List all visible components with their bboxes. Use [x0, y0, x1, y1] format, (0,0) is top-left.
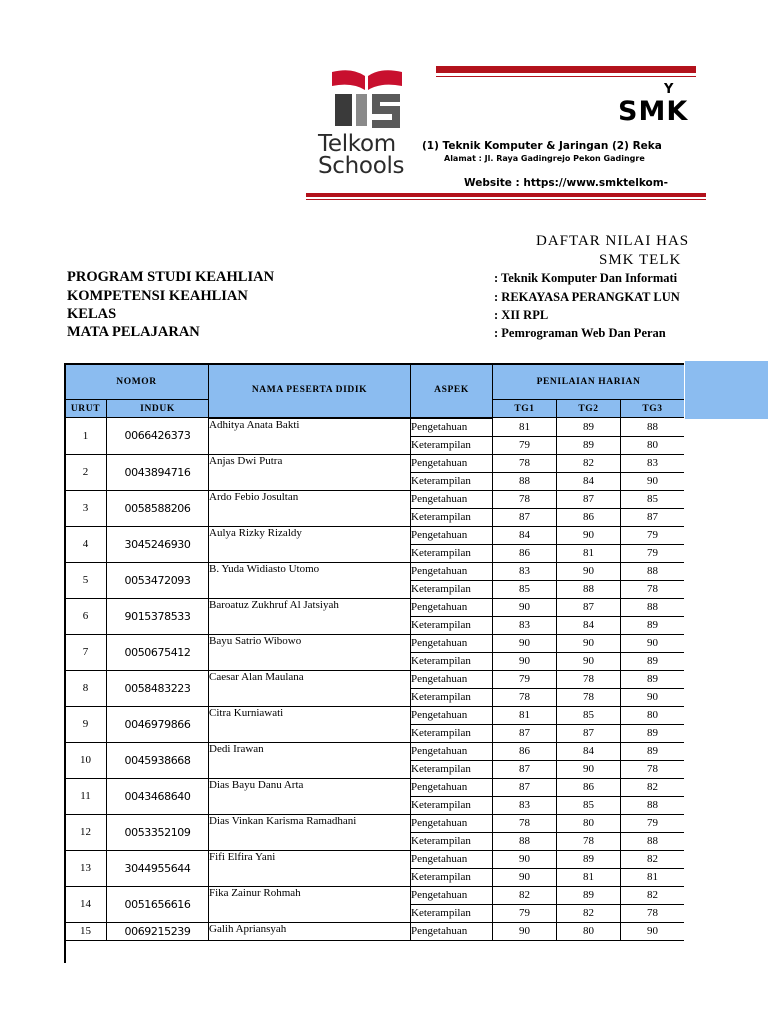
header-penilaian-harian: PENILAIAN HARIAN — [493, 364, 685, 400]
table-row — [65, 454, 685, 472]
header-induk: INDUK — [107, 400, 209, 418]
cell-induk: 0053352109 — [107, 814, 209, 850]
cell-tg3: 87 — [621, 508, 685, 526]
table-row — [65, 922, 685, 940]
cell-urut: 5 — [65, 562, 107, 598]
cell-aspek: Pengetahuan — [411, 562, 493, 580]
cell-tg3: 88 — [621, 598, 685, 616]
cell-aspek: Pengetahuan — [411, 814, 493, 832]
cell-aspek: Pengetahuan — [411, 886, 493, 904]
cell-tg3: 89 — [621, 670, 685, 688]
cell-tg1: 90 — [493, 850, 557, 868]
cell-tg1: 88 — [493, 472, 557, 490]
cell-tg3: 88 — [621, 562, 685, 580]
header-urut: URUT — [65, 400, 107, 418]
cell-tg3: 85 — [621, 490, 685, 508]
cell-tg2: 81 — [557, 868, 621, 886]
info-label-kompetensi: KOMPETENSI KEAHLIAN — [67, 288, 248, 304]
table-row — [65, 526, 685, 544]
cell-urut: 9 — [65, 706, 107, 742]
cell-aspek: Keterampilan — [411, 760, 493, 778]
cell-tg3: 90 — [621, 472, 685, 490]
cell-tg1: 90 — [493, 868, 557, 886]
cell-tg1: 78 — [493, 814, 557, 832]
cell-tg2: 90 — [557, 634, 621, 652]
cell-nama: Caesar Alan Maulana — [209, 670, 411, 706]
cell-tg3: 82 — [621, 886, 685, 904]
logo-wordmark-schools: Schools — [318, 153, 405, 179]
cell-urut: 6 — [65, 598, 107, 634]
cell-aspek: Pengetahuan — [411, 490, 493, 508]
table-row — [65, 706, 685, 724]
cell-nama: Fifi Elfira Yani — [209, 850, 411, 886]
cell-tg2: 89 — [557, 886, 621, 904]
cell-tg1: 82 — [493, 886, 557, 904]
cell-urut: 8 — [65, 670, 107, 706]
cell-tg3: 88 — [621, 418, 685, 437]
cell-tg1: 79 — [493, 904, 557, 922]
cell-tg1: 78 — [493, 688, 557, 706]
cell-tg2: 90 — [557, 652, 621, 670]
cell-tg3: 79 — [621, 814, 685, 832]
cell-tg3: 81 — [621, 868, 685, 886]
header-nama: NAMA PESERTA DIDIK — [209, 364, 411, 418]
cell-urut: 12 — [65, 814, 107, 850]
cell-nama: B. Yuda Widiasto Utomo — [209, 562, 411, 598]
cell-urut: 15 — [65, 922, 107, 940]
cell-tg2: 86 — [557, 508, 621, 526]
cell-tg2: 89 — [557, 436, 621, 454]
cell-induk: 0043468640 — [107, 778, 209, 814]
cell-aspek: Pengetahuan — [411, 850, 493, 868]
cell-tg2: 80 — [557, 922, 621, 940]
cell-aspek: Keterampilan — [411, 472, 493, 490]
grades-table-container — [64, 363, 684, 963]
cell-tg2: 90 — [557, 526, 621, 544]
cell-tg3: 82 — [621, 778, 685, 796]
cell-tg3: 79 — [621, 544, 685, 562]
cell-nama: Fika Zainur Rohmah — [209, 886, 411, 922]
cell-tg2: 85 — [557, 796, 621, 814]
letterhead-bottom-rule — [306, 193, 706, 197]
letterhead-bottom-thin-rule — [306, 199, 706, 200]
table-row — [65, 562, 685, 580]
cell-aspek: Pengetahuan — [411, 526, 493, 544]
cell-tg1: 90 — [493, 652, 557, 670]
cell-tg3: 88 — [621, 832, 685, 850]
grades-table — [64, 363, 684, 941]
cell-tg3: 88 — [621, 796, 685, 814]
cell-tg1: 78 — [493, 490, 557, 508]
table-row — [65, 418, 685, 437]
table-row — [65, 850, 685, 868]
header-nomor: NOMOR — [65, 364, 209, 400]
cell-tg2: 87 — [557, 598, 621, 616]
cell-urut: 2 — [65, 454, 107, 490]
cell-tg1: 87 — [493, 724, 557, 742]
cell-tg2: 89 — [557, 418, 621, 437]
cell-tg2: 87 — [557, 724, 621, 742]
cell-tg3: 79 — [621, 526, 685, 544]
header-tg1: TG1 — [493, 400, 557, 418]
cell-nama: Galih Apriansyah — [209, 922, 411, 940]
cell-urut: 11 — [65, 778, 107, 814]
cell-aspek: Keterampilan — [411, 580, 493, 598]
cell-aspek: Keterampilan — [411, 904, 493, 922]
cell-tg1: 79 — [493, 670, 557, 688]
cell-induk: 0058588206 — [107, 490, 209, 526]
cell-urut: 3 — [65, 490, 107, 526]
cell-urut: 4 — [65, 526, 107, 562]
cell-tg2: 84 — [557, 472, 621, 490]
cell-tg2: 85 — [557, 706, 621, 724]
table-row — [65, 598, 685, 616]
letterhead-programs: (1) Teknik Komputer & Jaringan (2) Reka — [422, 140, 662, 152]
cell-induk: 0069215239 — [107, 922, 209, 940]
cell-tg1: 85 — [493, 580, 557, 598]
cell-tg3: 89 — [621, 742, 685, 760]
cell-urut: 1 — [65, 418, 107, 455]
cell-tg1: 83 — [493, 796, 557, 814]
cell-aspek: Pengetahuan — [411, 670, 493, 688]
cell-urut: 10 — [65, 742, 107, 778]
cell-aspek: Pengetahuan — [411, 418, 493, 437]
cell-aspek: Pengetahuan — [411, 454, 493, 472]
header-tg2: TG2 — [557, 400, 621, 418]
cell-tg2: 78 — [557, 670, 621, 688]
cell-tg2: 80 — [557, 814, 621, 832]
cell-aspek: Keterampilan — [411, 796, 493, 814]
table-row — [65, 886, 685, 904]
cell-tg1: 79 — [493, 436, 557, 454]
cell-tg2: 87 — [557, 490, 621, 508]
cell-aspek: Keterampilan — [411, 868, 493, 886]
letterhead-address: Alamat : Jl. Raya Gadingrejo Pekon Gadingre — [444, 154, 645, 163]
cell-induk: 0051656616 — [107, 886, 209, 922]
cell-aspek: Keterampilan — [411, 688, 493, 706]
cell-induk: 9015378533 — [107, 598, 209, 634]
document-title: DAFTAR NILAI HAS — [536, 233, 690, 249]
letterhead-top-thin-rule — [436, 76, 696, 77]
cell-tg1: 87 — [493, 760, 557, 778]
cell-induk: 0043894716 — [107, 454, 209, 490]
cell-tg1: 86 — [493, 544, 557, 562]
cell-tg3: 78 — [621, 580, 685, 598]
header-tg3: TG3 — [621, 400, 685, 418]
cell-tg3: 90 — [621, 922, 685, 940]
cell-induk: 0045938668 — [107, 742, 209, 778]
table-row — [65, 742, 685, 760]
cell-tg1: 90 — [493, 634, 557, 652]
cell-nama: Adhitya Anata Bakti — [209, 418, 411, 455]
cell-aspek: Keterampilan — [411, 508, 493, 526]
info-value-program: : Teknik Komputer Dan Informati — [494, 271, 678, 285]
cell-nama: Dedi Irawan — [209, 742, 411, 778]
cell-nama: Bayu Satrio Wibowo — [209, 634, 411, 670]
cell-tg3: 78 — [621, 904, 685, 922]
cell-aspek: Pengetahuan — [411, 742, 493, 760]
cell-tg1: 90 — [493, 922, 557, 940]
letterhead-school-name: SMK — [618, 96, 689, 127]
cell-tg1: 83 — [493, 616, 557, 634]
cell-tg1: 90 — [493, 598, 557, 616]
header-aspek: ASPEK — [411, 364, 493, 418]
table-row — [65, 778, 685, 796]
cell-aspek: Keterampilan — [411, 544, 493, 562]
cell-urut: 13 — [65, 850, 107, 886]
cell-tg2: 81 — [557, 544, 621, 562]
info-value-mapel: : Pemrograman Web Dan Peran — [494, 326, 666, 340]
cell-tg3: 90 — [621, 634, 685, 652]
cell-nama: Dias Vinkan Karisma Ramadhani — [209, 814, 411, 850]
cell-nama: Dias Bayu Danu Arta — [209, 778, 411, 814]
cell-tg3: 80 — [621, 706, 685, 724]
letterhead-foundation-name: Y — [664, 82, 674, 97]
table-row — [65, 634, 685, 652]
cell-aspek: Pengetahuan — [411, 778, 493, 796]
cell-induk: 0058483223 — [107, 670, 209, 706]
cell-tg3: 89 — [621, 652, 685, 670]
cell-tg1: 81 — [493, 418, 557, 437]
cell-induk: 0050675412 — [107, 634, 209, 670]
cell-tg2: 90 — [557, 760, 621, 778]
cell-aspek: Keterampilan — [411, 616, 493, 634]
grades-table-body — [65, 418, 685, 941]
cell-induk: 0046979866 — [107, 706, 209, 742]
cell-tg1: 87 — [493, 508, 557, 526]
cell-tg1: 84 — [493, 526, 557, 544]
info-value-kelas: : XII RPL — [494, 308, 549, 322]
info-value-kompetensi: : REKAYASA PERANGKAT LUN — [494, 290, 680, 304]
cell-tg3: 80 — [621, 436, 685, 454]
cell-tg1: 87 — [493, 778, 557, 796]
cell-tg2: 84 — [557, 616, 621, 634]
cell-tg1: 83 — [493, 562, 557, 580]
cell-tg3: 83 — [621, 454, 685, 472]
cell-tg2: 89 — [557, 850, 621, 868]
cell-aspek: Keterampilan — [411, 832, 493, 850]
cell-tg2: 84 — [557, 742, 621, 760]
header-band-overflow — [685, 361, 768, 419]
cell-nama: Ardo Febio Josultan — [209, 490, 411, 526]
info-label-mapel: MATA PELAJARAN — [67, 324, 200, 340]
cell-induk: 0053472093 — [107, 562, 209, 598]
cell-urut: 14 — [65, 886, 107, 922]
cell-tg3: 78 — [621, 760, 685, 778]
cell-tg1: 78 — [493, 454, 557, 472]
cell-aspek: Pengetahuan — [411, 706, 493, 724]
cell-aspek: Pengetahuan — [411, 634, 493, 652]
cell-aspek: Pengetahuan — [411, 922, 493, 940]
cell-tg1: 88 — [493, 832, 557, 850]
cell-tg1: 81 — [493, 706, 557, 724]
cell-aspek: Keterampilan — [411, 724, 493, 742]
cell-aspek: Keterampilan — [411, 436, 493, 454]
cell-nama: Anjas Dwi Putra — [209, 454, 411, 490]
cell-tg2: 82 — [557, 904, 621, 922]
cell-nama: Baroatuz Zukhruf Al Jatsiyah — [209, 598, 411, 634]
info-label-program: PROGRAM STUDI KEAHLIAN — [67, 269, 275, 285]
cell-nama: Aulya Rizky Rizaldy — [209, 526, 411, 562]
cell-urut: 7 — [65, 634, 107, 670]
cell-tg2: 78 — [557, 688, 621, 706]
table-row — [65, 670, 685, 688]
letterhead-top-rule — [436, 66, 696, 73]
logo-wordmark-telkom: Telkom — [318, 131, 396, 157]
cell-tg3: 89 — [621, 724, 685, 742]
cell-tg3: 90 — [621, 688, 685, 706]
table-row — [65, 490, 685, 508]
cell-tg2: 88 — [557, 580, 621, 598]
table-row — [65, 814, 685, 832]
cell-aspek: Keterampilan — [411, 652, 493, 670]
cell-tg1: 86 — [493, 742, 557, 760]
cell-tg2: 86 — [557, 778, 621, 796]
document-subtitle: SMK TELK — [599, 252, 682, 268]
cell-tg2: 82 — [557, 454, 621, 472]
cell-tg2: 78 — [557, 832, 621, 850]
cell-tg3: 89 — [621, 616, 685, 634]
cell-induk: 0066426373 — [107, 418, 209, 455]
cell-induk: 3044955644 — [107, 850, 209, 886]
cell-nama: Citra Kurniawati — [209, 706, 411, 742]
cell-aspek: Pengetahuan — [411, 598, 493, 616]
cell-tg2: 90 — [557, 562, 621, 580]
cell-tg3: 82 — [621, 850, 685, 868]
letterhead-website: Website : https://www.smktelkom- — [464, 177, 669, 189]
info-label-kelas: KELAS — [67, 306, 117, 322]
cell-induk: 3045246930 — [107, 526, 209, 562]
